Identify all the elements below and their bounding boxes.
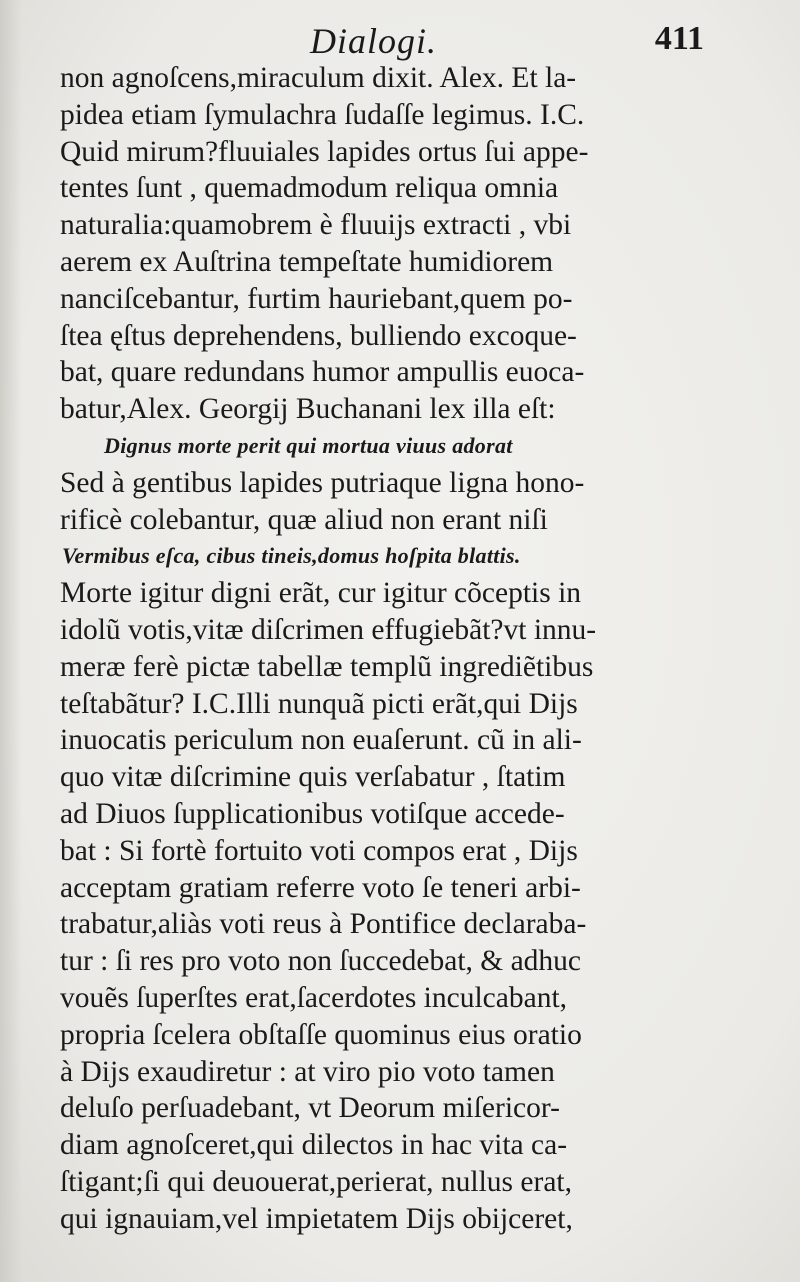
text-line: nanciſcebantur, furtim hauriebant,quem po- xyxy=(60,282,573,315)
text-line: inuocatis periculum non euaſerunt. cũ in ali- xyxy=(60,724,582,757)
text-line: Quid mirum?fluuiales lapides ortus ſui appe- xyxy=(60,135,589,168)
text-line: propria ſcelera obſtaſſe quominus eius oratio xyxy=(60,1018,582,1051)
text-line: Morte igitur digni erãt, cur igitur cõceptis in xyxy=(60,577,582,610)
running-head: Dialogi. xyxy=(310,21,438,61)
text-line: Sed à gentibus lapides putriaque ligna hono- xyxy=(60,466,585,499)
text-line: qui ignauiam,vel impietatem Dijs obijceret, xyxy=(60,1202,573,1235)
verse-line: Dignus morte perit qui mortua viuus adorat xyxy=(104,432,513,458)
text-line: deluſo perſuadebant, vt Deorum miſericor- xyxy=(60,1092,560,1125)
text-line: bat, quare redundans humor ampullis euoca- xyxy=(60,356,585,389)
text-line: ad Diuos ſupplicationibus votiſque accede- xyxy=(60,797,565,830)
text-line: ſtigant;ſi qui deuouerat,perierat, nullus erat, xyxy=(60,1165,572,1198)
verse-line: Vermibus eſca, cibus tineis,domus hoſpita blattis. xyxy=(62,543,521,569)
body-text xyxy=(60,60,700,1238)
text-line: aerem ex Auſtrina tempeſtate humidiorem xyxy=(60,245,554,278)
text-line: diam agnoſceret,qui dilectos in hac vita ca- xyxy=(60,1129,568,1162)
text-line: quo vitæ diſcrimine quis verſabatur , ſtatim xyxy=(60,761,566,794)
text-line: vouẽs ſuperſtes erat,ſacerdotes inculcabant, xyxy=(60,981,568,1014)
text-line: non agnoſcens,miraculum dixit. Alex. Et la- xyxy=(60,62,577,94)
text-line: meræ ferè pictæ tabellæ templũ ingrediẽtibus xyxy=(60,650,594,683)
page-number: 411 xyxy=(654,20,704,57)
text-line: rificè colebantur, quæ aliud non erant niſi xyxy=(60,503,548,536)
text-line: bat : Si fortè fortuito voti compos erat , Dijs xyxy=(60,834,578,867)
text-line: teſtabãtur? I.C.Illi nunquã picti erãt,qui Dijs xyxy=(60,687,578,720)
text-line: acceptam gratiam referre voto ſe teneri arbi- xyxy=(60,871,581,904)
text-line: batur,Alex. Georgij Buchanani lex illa eſt: xyxy=(60,393,556,426)
text-line: idolũ votis,vitæ diſcrimen effugiebãt?vt innu- xyxy=(60,613,597,646)
text-line: pidea etiam ſymulachra ſudaſſe legimus. I.C. xyxy=(60,98,585,131)
text-line: ſtea ęſtus deprehendens, bulliendo excoque- xyxy=(60,319,577,352)
page-edge-shadow xyxy=(0,0,22,1282)
text-line: naturalia:quamobrem è fluuijs extracti , vbi xyxy=(60,209,572,242)
text-line: tentes ſunt , quemadmodum reliqua omnia xyxy=(60,172,559,205)
text-line: trabatur,aliàs voti reus à Pontifice declaraba- xyxy=(60,908,587,941)
text-line: tur : ſi res pro voto non ſuccedebat, & adhuc xyxy=(60,945,582,978)
text-line: à Dijs exaudiretur : at viro pio voto tamen xyxy=(60,1055,555,1088)
